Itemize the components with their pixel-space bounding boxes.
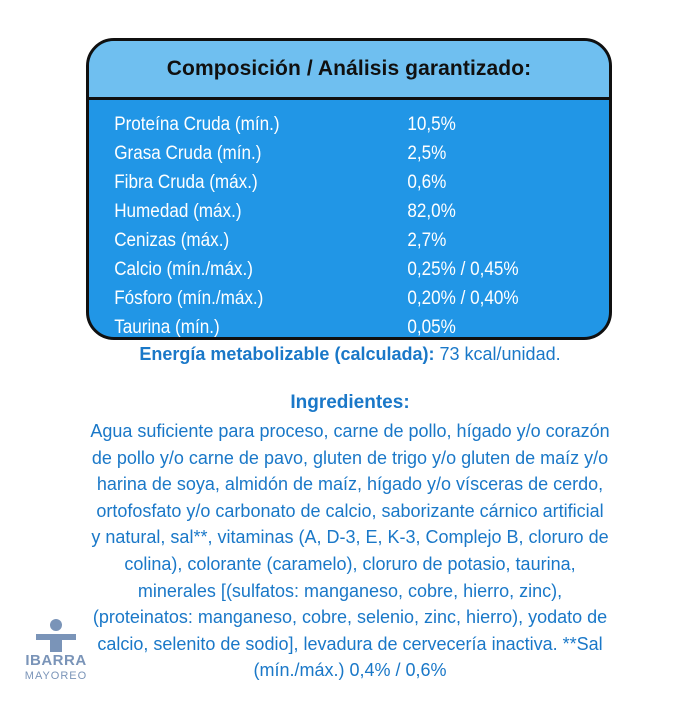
ingredients-line: minerales [(sulfatos: manganeso, cobre, hierro, zinc), — [137, 580, 563, 601]
logo-brand: IBARRA — [25, 652, 87, 669]
ingredients-line: (proteinatos: manganeso, cobre, selenio, zinc, hierro), yodato de — [92, 607, 608, 628]
composition-row — [89, 139, 557, 168]
nutrient-value: 0,25% / 0,45% — [407, 258, 519, 280]
nutrient-name: Grasa Cruda (mín.) — [114, 142, 262, 164]
logo-subtitle: MAYOREO — [24, 670, 88, 682]
composition-table — [89, 100, 609, 340]
composition-row — [89, 313, 557, 340]
nutrient-value: 82,0% — [407, 200, 456, 222]
ingredients-line: calcio, selenito de sodio], levadura de cervecería inactiva. **Sal — [97, 633, 603, 654]
nutrient-name: Calcio (mín./máx.) — [114, 258, 253, 280]
composition-panel — [86, 38, 612, 340]
nutrient-name: Humedad (máx.) — [114, 200, 242, 222]
ingredients-line: y natural, sal**, vitaminas (A, D-3, E, K-3, Complejo B, cloruro de — [91, 527, 609, 548]
ibarra-logo — [14, 618, 98, 688]
nutrient-value: 2,5% — [407, 142, 447, 164]
composition-row — [89, 226, 557, 255]
nutrient-name: Proteína Cruda (mín.) — [114, 113, 280, 135]
ingredients-line: de pollo y/o carne de pavo, gluten de trigo y/o gluten de maíz y/o — [91, 447, 609, 468]
nutrient-value: 2,7% — [407, 229, 447, 251]
nutrient-value: 0,20% / 0,40% — [407, 287, 519, 309]
person-icon — [14, 618, 98, 652]
composition-row — [89, 284, 557, 313]
energy-line — [0, 344, 700, 365]
energy-value: 73 kcal/unidad. — [439, 344, 561, 364]
nutrient-name: Taurina (mín.) — [114, 316, 220, 338]
ingredients-line: (mín./máx.) 0,4% / 0,6% — [253, 660, 447, 681]
composition-row — [89, 110, 557, 139]
ingredients-text — [78, 418, 622, 684]
nutrient-value: 0,6% — [407, 171, 447, 193]
energy-label: Energía metabolizable (calculada): — [139, 344, 435, 364]
ingredients-line: ortofosfato y/o carbonato de calcio, saborizante cárnico artificial — [96, 500, 604, 521]
composition-row — [89, 255, 557, 284]
ingredients-line: harina de soya, almidón de maíz, hígado y/o vísceras de cerdo, — [96, 474, 604, 495]
ingredients-line: colina), colorante (caramelo), cloruro de potasio, taurina, — [124, 553, 576, 574]
composition-row — [89, 168, 557, 197]
ingredients-title: Ingredientes: — [290, 392, 410, 413]
nutrient-name: Cenizas (máx.) — [114, 229, 230, 251]
nutrient-value: 0,05% — [407, 316, 456, 338]
composition-title: Composición / Análisis garantizado: — [166, 57, 532, 80]
nutrient-name: Fósforo (mín./máx.) — [114, 287, 264, 309]
composition-header — [89, 41, 609, 100]
composition-row — [89, 197, 557, 226]
ingredients-line: Agua suficiente para proceso, carne de pollo, hígado y/o corazón — [90, 421, 610, 441]
nutrient-name: Fibra Cruda (máx.) — [114, 171, 258, 193]
nutrient-value: 10,5% — [407, 113, 456, 135]
